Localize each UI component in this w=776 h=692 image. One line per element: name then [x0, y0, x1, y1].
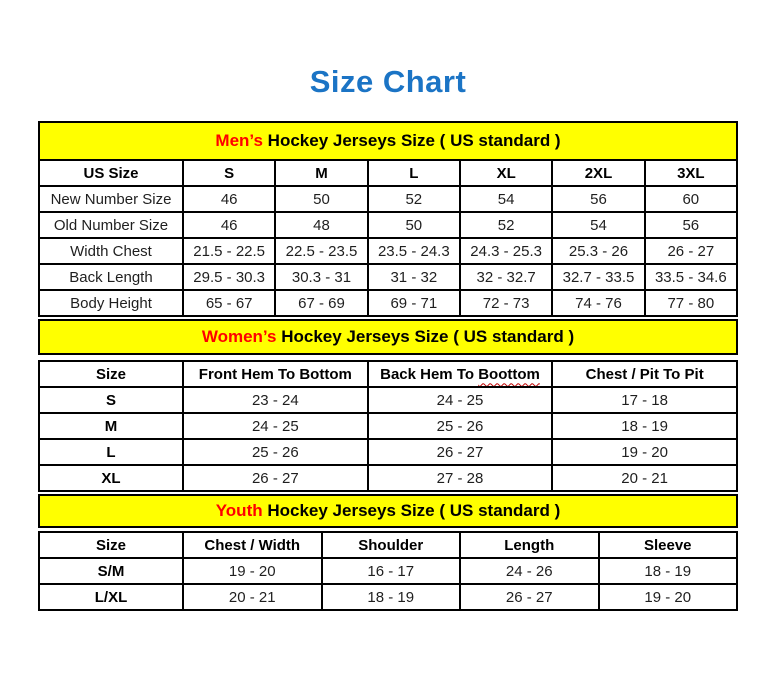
size-value: 30.3 - 31: [275, 264, 367, 290]
size-value: 69 - 71: [368, 290, 460, 316]
size-value: 33.5 - 34.6: [645, 264, 737, 290]
column-header: Size: [39, 532, 183, 558]
size-value: 18 - 19: [552, 413, 737, 439]
size-value: 48: [275, 212, 367, 238]
table-row: [39, 212, 737, 238]
row-label: New Number Size: [39, 186, 183, 212]
column-header: Length: [460, 532, 599, 558]
column-header: 3XL: [645, 160, 737, 186]
row-label: Body Height: [39, 290, 183, 316]
size-value: 21.5 - 22.5: [183, 238, 275, 264]
table-row: [39, 290, 737, 316]
size-value: 23.5 - 24.3: [368, 238, 460, 264]
column-header: Chest / Pit To Pit: [552, 361, 737, 387]
size-value: 22.5 - 23.5: [275, 238, 367, 264]
womens-size-table: [38, 360, 738, 492]
size-value: 74 - 76: [552, 290, 644, 316]
size-value: 18 - 19: [322, 584, 461, 610]
row-label: L/XL: [39, 584, 183, 610]
column-header: Front Hem To Bottom: [183, 361, 368, 387]
table-row: [39, 584, 737, 610]
size-value: 20 - 21: [552, 465, 737, 491]
row-label: M: [39, 413, 183, 439]
size-value: 31 - 32: [368, 264, 460, 290]
column-header: L: [368, 160, 460, 186]
size-value: 32 - 32.7: [460, 264, 552, 290]
size-value: 29.5 - 30.3: [183, 264, 275, 290]
womens-section-title: [38, 319, 738, 355]
size-value: 24 - 26: [460, 558, 599, 584]
size-value: 50: [275, 186, 367, 212]
size-value: 56: [645, 212, 737, 238]
size-value: 26 - 27: [183, 465, 368, 491]
size-value: 25 - 26: [183, 439, 368, 465]
mens-size-table: [38, 159, 738, 317]
column-header-row: [39, 532, 737, 558]
size-value: 65 - 67: [183, 290, 275, 316]
row-label: L: [39, 439, 183, 465]
column-header: XL: [460, 160, 552, 186]
mens-size-section: [38, 121, 738, 317]
table-row: [39, 238, 737, 264]
size-value: 67 - 69: [275, 290, 367, 316]
size-value: 32.7 - 33.5: [552, 264, 644, 290]
column-header: US Size: [39, 160, 183, 186]
mens-section-title: [38, 121, 738, 159]
size-value: 46: [183, 186, 275, 212]
size-value: 19 - 20: [552, 439, 737, 465]
column-header: Chest / Width: [183, 532, 322, 558]
size-value: 24 - 25: [183, 413, 368, 439]
size-value: 19 - 20: [183, 558, 322, 584]
row-label: Old Number Size: [39, 212, 183, 238]
youth-section-title: [38, 494, 738, 528]
size-value: 25.3 - 26: [552, 238, 644, 264]
size-value: 19 - 20: [599, 584, 738, 610]
size-value: 46: [183, 212, 275, 238]
youth-title-highlight: Youth: [215, 501, 263, 520]
size-value: 50: [368, 212, 460, 238]
womens-size-section: [38, 319, 738, 492]
size-value: 52: [460, 212, 552, 238]
youth-size-table: [38, 531, 738, 611]
womens-title-highlight: Women’s: [201, 327, 277, 346]
youth-size-section: [38, 494, 738, 611]
size-value: 24 - 25: [368, 387, 553, 413]
size-value: 26 - 27: [645, 238, 737, 264]
table-row: [39, 186, 737, 212]
size-value: 54: [552, 212, 644, 238]
table-row: [39, 465, 737, 491]
womens-title-text: Hockey Jerseys Size ( US standard ): [276, 327, 575, 346]
size-value: 60: [645, 186, 737, 212]
page-title: Size Chart: [309, 64, 467, 99]
mens-title-highlight: Men’s: [215, 131, 263, 150]
size-value: 24.3 - 25.3: [460, 238, 552, 264]
column-header: Size: [39, 361, 183, 387]
size-value: 26 - 27: [368, 439, 553, 465]
size-chart-page: [38, 0, 738, 611]
table-row: [39, 264, 737, 290]
column-header: Back Hem To Boottom: [368, 361, 553, 387]
size-value: 23 - 24: [183, 387, 368, 413]
column-header: 2XL: [552, 160, 644, 186]
table-row: [39, 413, 737, 439]
table-row: [39, 558, 737, 584]
column-header-row: [39, 160, 737, 186]
column-header-row: [39, 361, 737, 387]
row-label: Width Chest: [39, 238, 183, 264]
size-value: 17 - 18: [552, 387, 737, 413]
size-value: 25 - 26: [368, 413, 553, 439]
size-value: 18 - 19: [599, 558, 738, 584]
size-value: 77 - 80: [645, 290, 737, 316]
size-value: 56: [552, 186, 644, 212]
size-value: 54: [460, 186, 552, 212]
column-header: S: [183, 160, 275, 186]
size-value: 20 - 21: [183, 584, 322, 610]
column-header: Sleeve: [599, 532, 738, 558]
size-value: 16 - 17: [322, 558, 461, 584]
table-row: [39, 387, 737, 413]
row-label: S: [39, 387, 183, 413]
row-label: S/M: [39, 558, 183, 584]
mens-title-text: Hockey Jerseys Size ( US standard ): [262, 131, 561, 150]
misspelled-word: Boottom: [478, 365, 540, 383]
column-header: Shoulder: [322, 532, 461, 558]
table-row: [39, 439, 737, 465]
size-value: 52: [368, 186, 460, 212]
column-header: M: [275, 160, 367, 186]
size-value: 72 - 73: [460, 290, 552, 316]
row-label: XL: [39, 465, 183, 491]
youth-title-text: Hockey Jerseys Size ( US standard ): [262, 501, 561, 520]
size-value: 27 - 28: [368, 465, 553, 491]
size-value: 26 - 27: [460, 584, 599, 610]
row-label: Back Length: [39, 264, 183, 290]
